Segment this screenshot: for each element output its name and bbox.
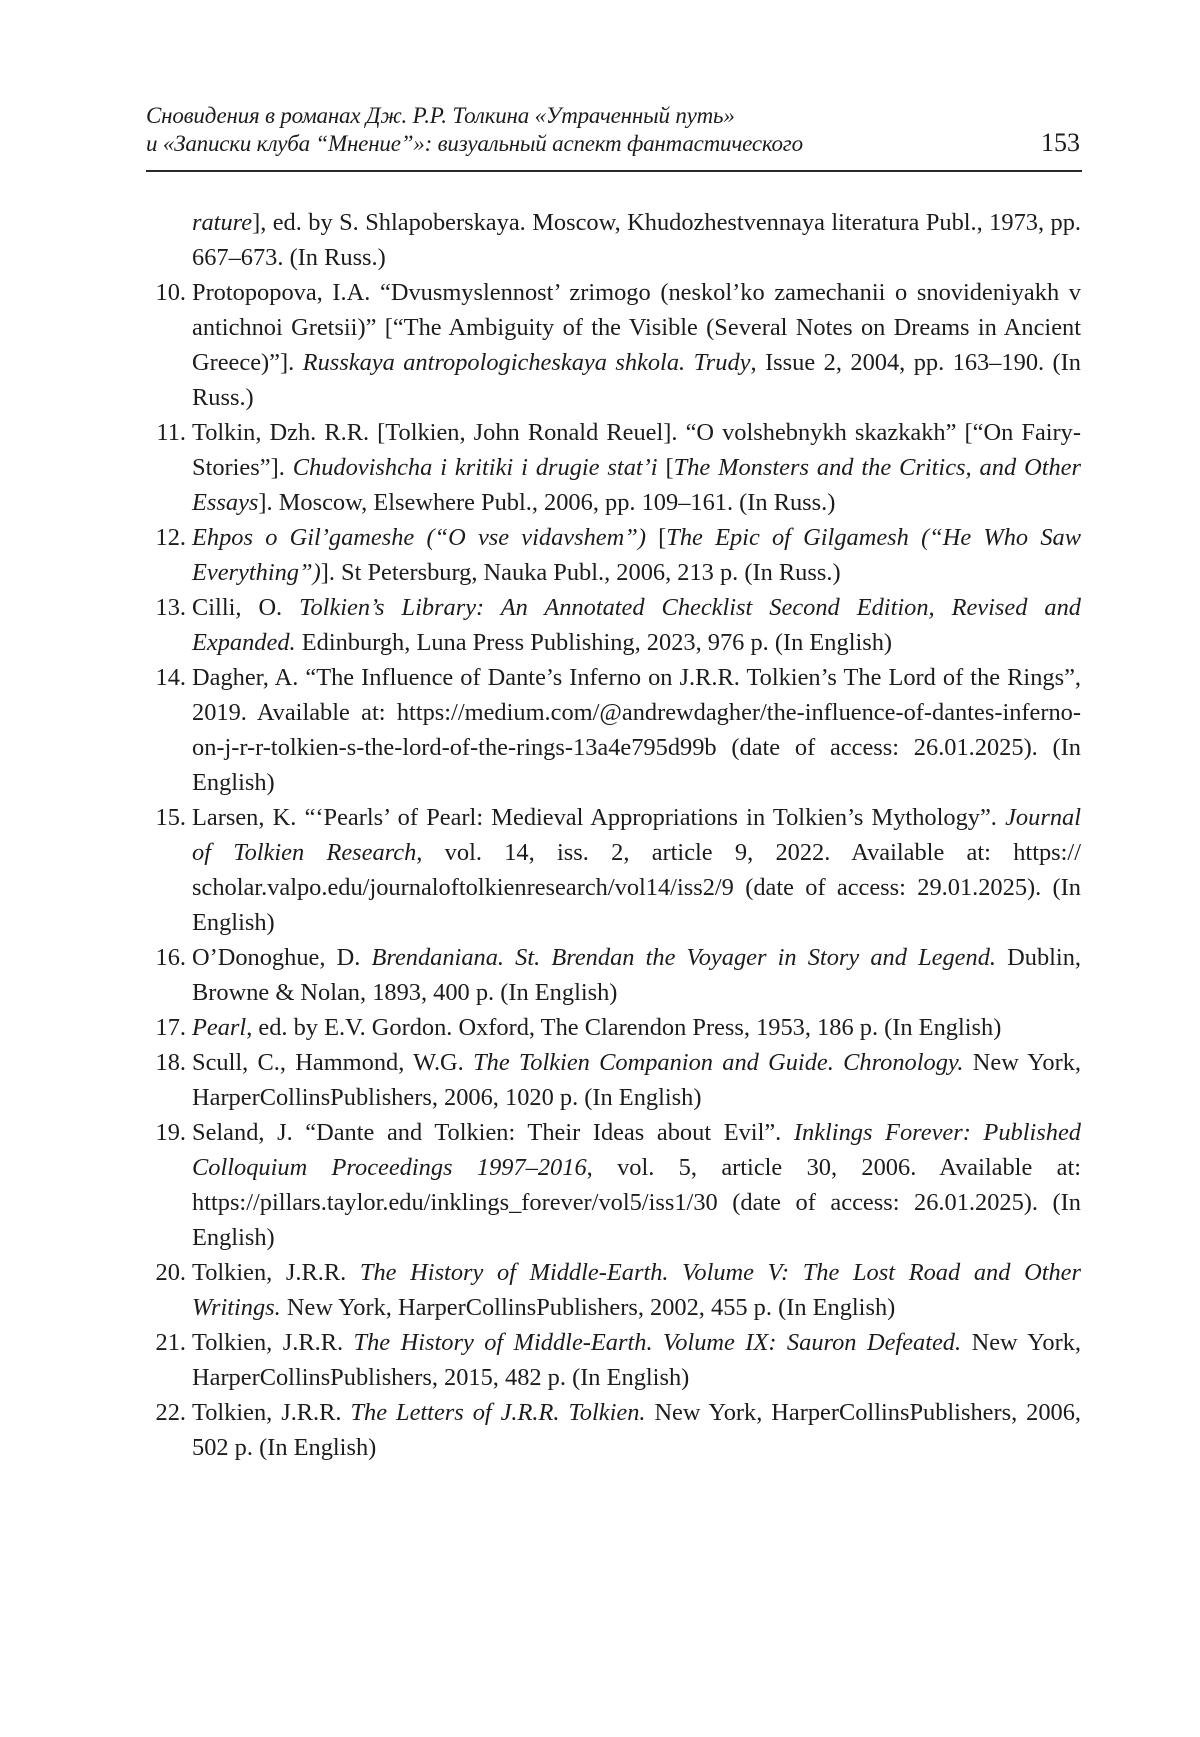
reference-title-italic: The Epic of Gilgamesh (“He Who Saw Everything”) [192,524,1081,586]
reference-text-segment: New York, HarperCollinsPublishers, 2015, 482 p. (In English) [192,1329,1081,1391]
reference-title-italic: Russkaya antropologicheskaya shkola. Trudy [302,349,751,376]
reference-title-italic: The Letters of J.R.R. Tolkien. [350,1399,646,1426]
reference-item [146,1255,1081,1325]
reference-item [146,660,1081,800]
reference-text-segment: , vol. 14, iss. 2, article 9, 2022. Available at: https:// scholar.valpo.edu/journaloftolkienresearch/vol14/iss2/9 (date of access: 29.01.2025). (In English) [192,839,1081,936]
reference-item [146,940,1081,1010]
reference-number: 17. [155,1014,186,1041]
reference-text-segment: Cilli, O. [192,594,300,621]
running-title [146,102,803,158]
reference-item [146,1010,1081,1045]
reference-text [192,419,1081,516]
reference-text-segment: New York, HarperCollinsPublishers, 2006, 1020 p. (In English) [192,1049,1081,1111]
reference-text [192,209,1081,271]
reference-item [146,1325,1081,1395]
reference-text-segment: Larsen, K. “‘Pearls’ of Pearl: Medieval Appropriations in Tolkien’s Mythology”. [192,804,1006,831]
reference-text [192,804,1081,936]
reference-item [146,1115,1081,1255]
reference-text-segment: [ [645,524,667,551]
reference-number: 19. [155,1119,186,1146]
reference-text [192,1049,1081,1111]
reference-title-italic: The Tolkien Companion and Guide. Chronology. [473,1049,964,1076]
reference-text-segment: Tolkien, J.R.R. [192,1329,354,1356]
reference-text-segment: New York, HarperCollinsPublishers, 2006, 502 p. (In English) [192,1399,1082,1461]
reference-text-segment: New York, HarperCollinsPublishers, 2002, 455 p. (In English) [280,1294,896,1321]
reference-title-italic: Pearl [192,1014,247,1041]
reference-title-italic: Chudovishcha i kritiki i drugie stat’i [292,454,658,481]
page-number: 153 [1041,128,1080,157]
reference-item [146,800,1081,940]
reference-text-segment: Seland, J. “Dante and Tolkien: Their Ideas about Evil”. [192,1119,794,1146]
reference-text-segment: Tolkien, J.R.R. [192,1399,351,1426]
reference-text-segment: O’Donoghue, D. [192,944,372,971]
reference-text [192,524,1081,586]
reference-number: 18. [155,1049,186,1076]
reference-text [192,944,1081,1006]
reference-number: 20. [155,1259,186,1286]
reference-title-italic: Ehpos o Gil’gameshe (“O vse vidavshem”) [192,524,646,551]
reference-text [192,1399,1081,1461]
reference-title-italic: The History of Middle-Earth. Volume IX: Sauron Defeated. [353,1329,962,1356]
reference-text [192,1329,1081,1391]
reference-title-italic: Tolkien’s Library: An Annotated Checklist Second Edition, Revised and Expanded. [192,594,1081,656]
reference-text [192,1119,1081,1251]
reference-text-segment: Dagher, A. “The Influence of Dante’s Inferno on J.R.R. Tolkien’s The Lord of the Rings”, 2019. Available at: https://medium.com/@andrewdagher/the-influence-of-dantes-inferno-on-j-r-r-tolkien-s-the-lord-of-the-rings-13a4e795d99b (date of access: 26.01.2025). (In English) [192,664,1081,796]
reference-number: 16. [155,944,186,971]
reference-item [146,275,1081,415]
reference-text [192,594,1081,656]
reference-item [146,590,1081,660]
reference-number: 12. [155,524,186,551]
reference-text-segment: Edinburgh, Luna Press Publishing, 2023, 976 p. (In English) [295,629,893,656]
reference-text-segment: Scull, C., Hammond, W.G. [192,1049,474,1076]
running-title-line-1: Сновидения в романах Дж. Р.Р. Толкина «Утраченный путь» [146,103,735,128]
reference-text-segment: ]. St Petersburg, Nauka Publ., 2006, 213 p. (In Russ.) [320,559,841,586]
reference-title-italic: Journal of Tolkien Research [192,804,1081,866]
reference-text-segment: [ [657,454,674,481]
reference-number: 14. [155,664,186,691]
reference-item [146,1395,1081,1465]
reference-number: 22. [155,1399,186,1426]
reference-title-italic: Inklings Forever: Published Colloquium Proceedings 1997–2016 [192,1119,1081,1181]
reference-text-segment: , Issue 2, 2004, pp. 163–190. (In Russ.) [192,349,1082,411]
reference-text-segment: , vol. 5, article 30, 2006. Available at: https://pillars.taylor.edu/inklings_forever/vol5/iss1/30 (date of access: 26.01.2025). (In English) [192,1154,1081,1251]
reference-title-italic: rature [192,209,253,236]
reference-title-italic: The Monsters and the Critics, and Other Essays [192,454,1081,516]
reference-number: 13. [155,594,186,621]
reference-number: 21. [155,1329,186,1356]
reference-text [192,1014,1001,1041]
reference-title-italic: The History of Middle-Earth. Volume V: The Lost Road and Other Writings. [192,1259,1081,1321]
reference-item [146,205,1081,275]
reference-text-segment: Dublin, Browne & Nolan, 1893, 400 p. (In English) [192,944,1081,1006]
reference-item [146,520,1081,590]
reference-number: 15. [155,804,186,831]
running-header [146,98,1082,172]
reference-title-italic: Brendaniana. St. Brendan the Voyager in Story and Legend. [371,944,996,971]
reference-text [192,664,1081,796]
reference-text-segment: ], ed. by S. Shlapoberskaya. Moscow, Khudozhestvennaya literatura Publ., 1973, pp. 667–673. (In Russ.) [192,209,1081,271]
reference-item [146,415,1081,520]
reference-text-segment: Tolkin, Dzh. R.R. [Tolkien, John Ronald Reuel]. “O volshebnykh skazkakh” [“On Fairy-Stories”]. [192,419,1081,481]
reference-number: 11. [156,419,186,446]
reference-text [192,1259,1081,1321]
running-title-line-2: и «Записки клуба “Мнение”»: визуальный аспект фантастического [146,131,803,156]
reference-number: 10. [155,279,186,306]
reference-text-segment: , ed. by E.V. Gordon. Oxford, The Clarendon Press, 1953, 186 p. (In English) [246,1014,1002,1041]
reference-list [146,205,1081,1465]
reference-text-segment: Protopopova, I.A. “Dvusmyslennost’ zrimogo (neskol’ko zamechanii o snovideniyakh v antichnoi Gretsii)” [“The Ambiguity of the Visible (Several Notes on Dreams in Ancient Greece)”]. [192,279,1081,376]
reference-item [146,1045,1081,1115]
reference-text-segment: ]. Moscow, Elsewhere Publ., 2006, pp. 109–161. (In Russ.) [258,489,836,516]
reference-text-segment: Tolkien, J.R.R. [192,1259,360,1286]
reference-text [192,279,1081,411]
